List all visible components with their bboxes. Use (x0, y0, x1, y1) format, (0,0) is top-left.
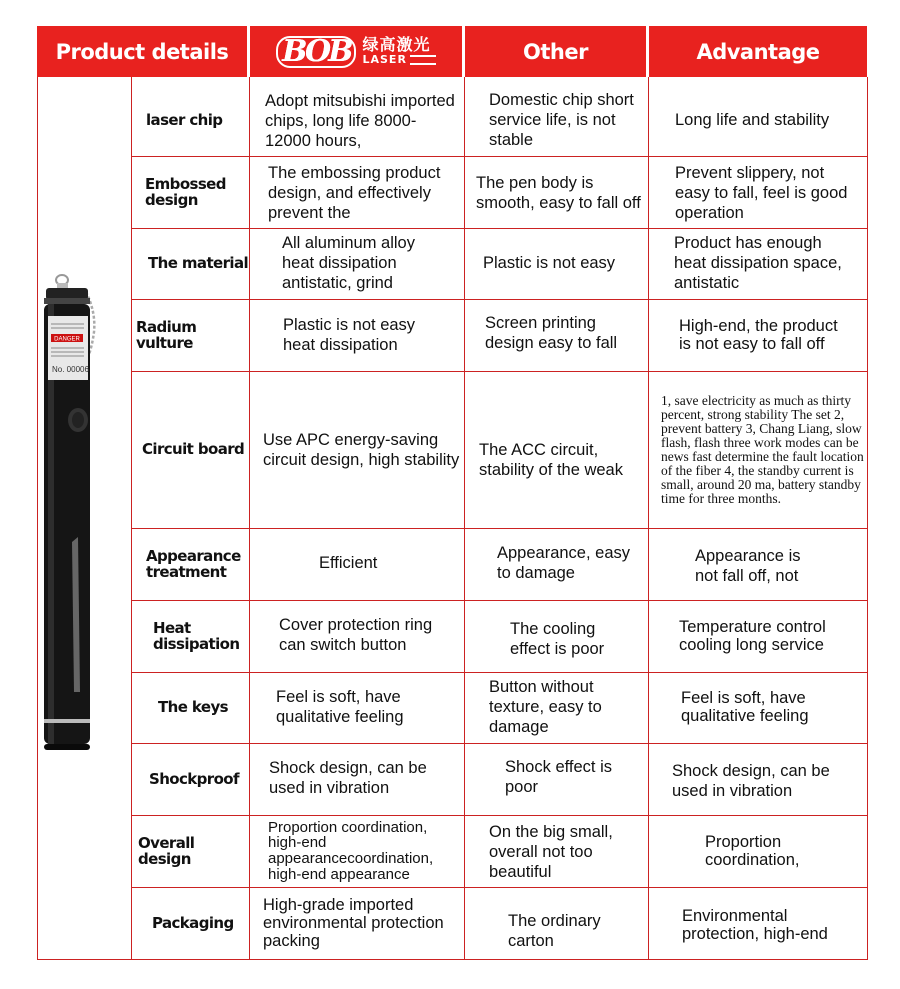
logo-mark (276, 34, 356, 69)
advantage-text: Appearance is not fall off, not (695, 547, 801, 585)
ours-cell (282, 232, 442, 296)
other-cell (483, 232, 643, 296)
header-advantage (649, 26, 867, 77)
logo-cn-text: 绿高激光 (362, 35, 431, 55)
logo-arrow-icon (410, 55, 436, 65)
row-label-embossed-design (131, 157, 249, 228)
ours-text: Adopt mitsubishi imported chips, long life 8000-12000 hours, (265, 92, 455, 150)
header-product-details-text: Product details (55, 39, 229, 64)
advantage-cell (661, 374, 865, 526)
grid-vline (464, 77, 465, 960)
other-text: On the big small, overall not too beautiful (489, 823, 613, 881)
row-label-shockproof (131, 744, 249, 815)
advantage-text: Proportion coordination, (705, 833, 800, 869)
other-text: The pen body is smooth, easy to fall off (476, 174, 641, 212)
row-label-text: laser chip (146, 110, 223, 129)
ours-text: Efficient (319, 554, 378, 573)
row-label-text: Appearance treatment (146, 546, 241, 581)
other-cell (510, 608, 620, 672)
other-text: Button without texture, easy to damage (489, 678, 602, 736)
row-label-text: Embossed design (145, 174, 226, 209)
other-text: The cooling effect is poor (510, 620, 605, 658)
header-advantage-text: Advantage (696, 39, 820, 64)
advantage-cell (705, 820, 835, 884)
advantage-cell (679, 605, 849, 669)
advantage-text: 1, save electricity as much as thirty percent, strong stability The set 2, prevent battery 3, Chang Liang, slow flash, flash three work modes can be news fast determine the fault location of the fiber 4, the standby current is small, around 20 ma, battery standby time for three months. (661, 393, 864, 506)
ours-cell (265, 90, 461, 154)
other-cell (489, 88, 639, 154)
ours-text: Use APC energy-saving circuit design, high stability (263, 431, 460, 469)
ours-cell (319, 532, 459, 596)
header-brand-logo (250, 26, 464, 77)
other-text: Appearance, easy to damage (497, 544, 631, 582)
advantage-text: Feel is soft, have qualitative feeling (681, 689, 809, 725)
advantage-cell (695, 535, 825, 599)
other-text: Plastic is not easy (483, 254, 616, 273)
ours-text: Shock design, can be used in vibration (269, 759, 427, 797)
ours-text: Cover protection ring can switch button (279, 616, 433, 654)
row-label-text: Circuit board (142, 440, 245, 459)
grid-vline (249, 77, 250, 960)
ours-text: The embossing product design, and effectively prevent the (268, 164, 441, 222)
row-label-material (131, 229, 249, 299)
other-cell (485, 302, 641, 366)
advantage-text: High-end, the product is not easy to fall off (679, 317, 838, 353)
ours-text: All aluminum alloy heat dissipation antistatic, grind (282, 234, 415, 292)
ours-cell (268, 816, 458, 886)
row-label-appearance-treatment (131, 529, 249, 600)
advantage-text: Product has enough heat dissipation space, antistatic (674, 234, 842, 292)
ours-cell (276, 676, 456, 740)
ours-cell (283, 304, 443, 368)
header-other-text: Other (523, 39, 588, 64)
advantage-text: Shock design, can be used in vibration (672, 762, 830, 800)
ours-text: Proportion coordination, high-end appearancecoordination, high-end appearance (268, 818, 434, 883)
row-label-text: Radium vulture (136, 317, 197, 352)
other-text: The ordinary carton (508, 912, 601, 950)
grid-vline (867, 77, 868, 960)
laser-pen-image (38, 272, 112, 752)
row-label-laser-chip (131, 85, 249, 156)
advantage-cell (675, 162, 855, 226)
other-text: Screen printing design easy to fall (485, 314, 618, 352)
row-label-heat-dissipation (131, 601, 249, 672)
advantage-cell (681, 676, 831, 740)
brand-logo (276, 34, 436, 69)
pen-ring (44, 719, 90, 723)
other-text: Domestic chip short service life, is not stable (489, 91, 634, 149)
advantage-text: Prevent slippery, not easy to fall, feel is good operation (675, 164, 848, 222)
logo-text (362, 37, 435, 65)
row-label-radium-vulture (131, 300, 253, 371)
advantage-text: Environmental protection, high-end (682, 907, 828, 943)
advantage-text: Long life and stability (675, 111, 830, 130)
other-cell (489, 821, 639, 885)
row-label-text: Packaging (152, 913, 234, 932)
logo-en-row (362, 54, 435, 66)
ours-text: High-grade imported environmental protection packing (263, 895, 444, 951)
row-label-text: The keys (158, 698, 228, 717)
logo-en-text: LASER (362, 53, 407, 67)
other-text: The ACC circuit, stability of the weak (479, 441, 623, 479)
ours-text: Plastic is not easy heat dissipation (283, 316, 416, 354)
advantage-cell (679, 304, 849, 368)
header-other (465, 26, 648, 77)
pen-cap-rim (44, 298, 90, 304)
danger-text: DANGER (54, 336, 80, 343)
grid-vline (648, 77, 649, 960)
advantage-cell (675, 88, 865, 154)
ours-cell (263, 376, 461, 526)
grid-hline (37, 959, 868, 960)
other-cell (476, 162, 642, 226)
logo-mark-text: BOB (276, 36, 356, 68)
row-label-packaging (131, 888, 249, 959)
advantage-cell (674, 232, 854, 296)
other-cell (508, 900, 618, 964)
other-cell (497, 532, 637, 596)
row-label-text: Overall design (138, 833, 195, 868)
ours-cell (263, 891, 463, 955)
advantage-cell (682, 894, 852, 958)
other-text: Shock effect is poor (505, 758, 613, 796)
power-button-center (72, 412, 84, 428)
advantage-cell (672, 750, 852, 814)
pen-end (44, 744, 90, 750)
ours-cell (269, 747, 453, 811)
header-product-details (37, 26, 249, 77)
serial-text: No. 00006 (52, 365, 89, 374)
row-label-overall-design (131, 816, 249, 887)
row-label-text: Shockproof (149, 769, 239, 788)
advantage-text: Temperature control cooling long service (679, 618, 826, 654)
other-cell (505, 746, 615, 810)
row-label-keys (131, 673, 249, 743)
other-cell (479, 376, 645, 546)
ours-text: Feel is soft, have qualitative feeling (276, 688, 404, 726)
row-label-circuit-board (131, 372, 249, 528)
row-label-text: The material (148, 254, 249, 273)
ours-cell (279, 604, 459, 668)
row-label-text: Heat dissipation (153, 618, 240, 653)
ours-cell (268, 162, 462, 226)
other-cell (489, 676, 619, 740)
